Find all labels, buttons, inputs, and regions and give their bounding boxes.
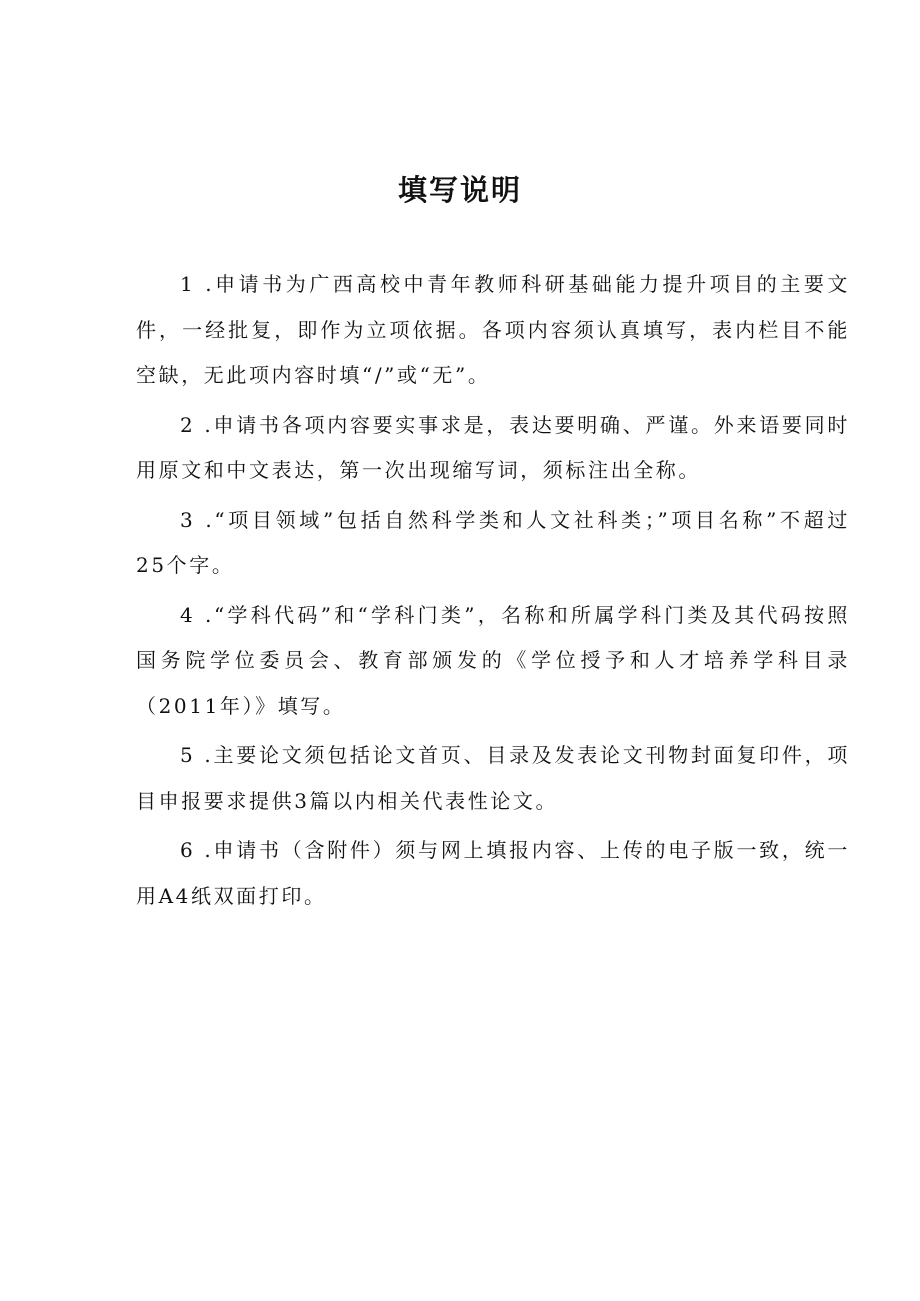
instruction-paragraph-1: 1 .申请书为广西高校中青年教师科研基础能力提升项目的主要文件，一经批复，即作为立项依据。各项内容须认真填写，表内栏目不能空缺，无此项内容时填“/”或“无”。 [136,272,850,387]
instruction-paragraph-3: 3 .“项目领域”包括自然科学类和人文社科类；”项目名称”不超过25个字。 [136,507,850,577]
instructions-body [136,262,850,923]
instruction-paragraph-2: 2 .申请书各项内容要实事求是，表达要明确、严谨。外来语要同时用原文和中文表达，第一次出现缩写词，须标注出全称。 [136,412,850,482]
instruction-paragraph-5: 5 .主要论文须包括论文首页、目录及发表论文刊物封面复印件，项目申报要求提供3篇以内相关代表性论文。 [136,743,850,813]
instruction-paragraph-4: 4 .“学科代码”和“学科门类”，名称和所属学科门类及其代码按照国务院学位委员会、教育部颁发的《学位授予和人才培养学科目录（2011年）》填写。 [136,602,850,718]
page-title: 填写说明 [397,173,522,207]
instruction-paragraph-6: 6 .申请书（含附件）须与网上填报内容、上传的电子版一致，统一用A4纸双面打印。 [136,838,850,908]
